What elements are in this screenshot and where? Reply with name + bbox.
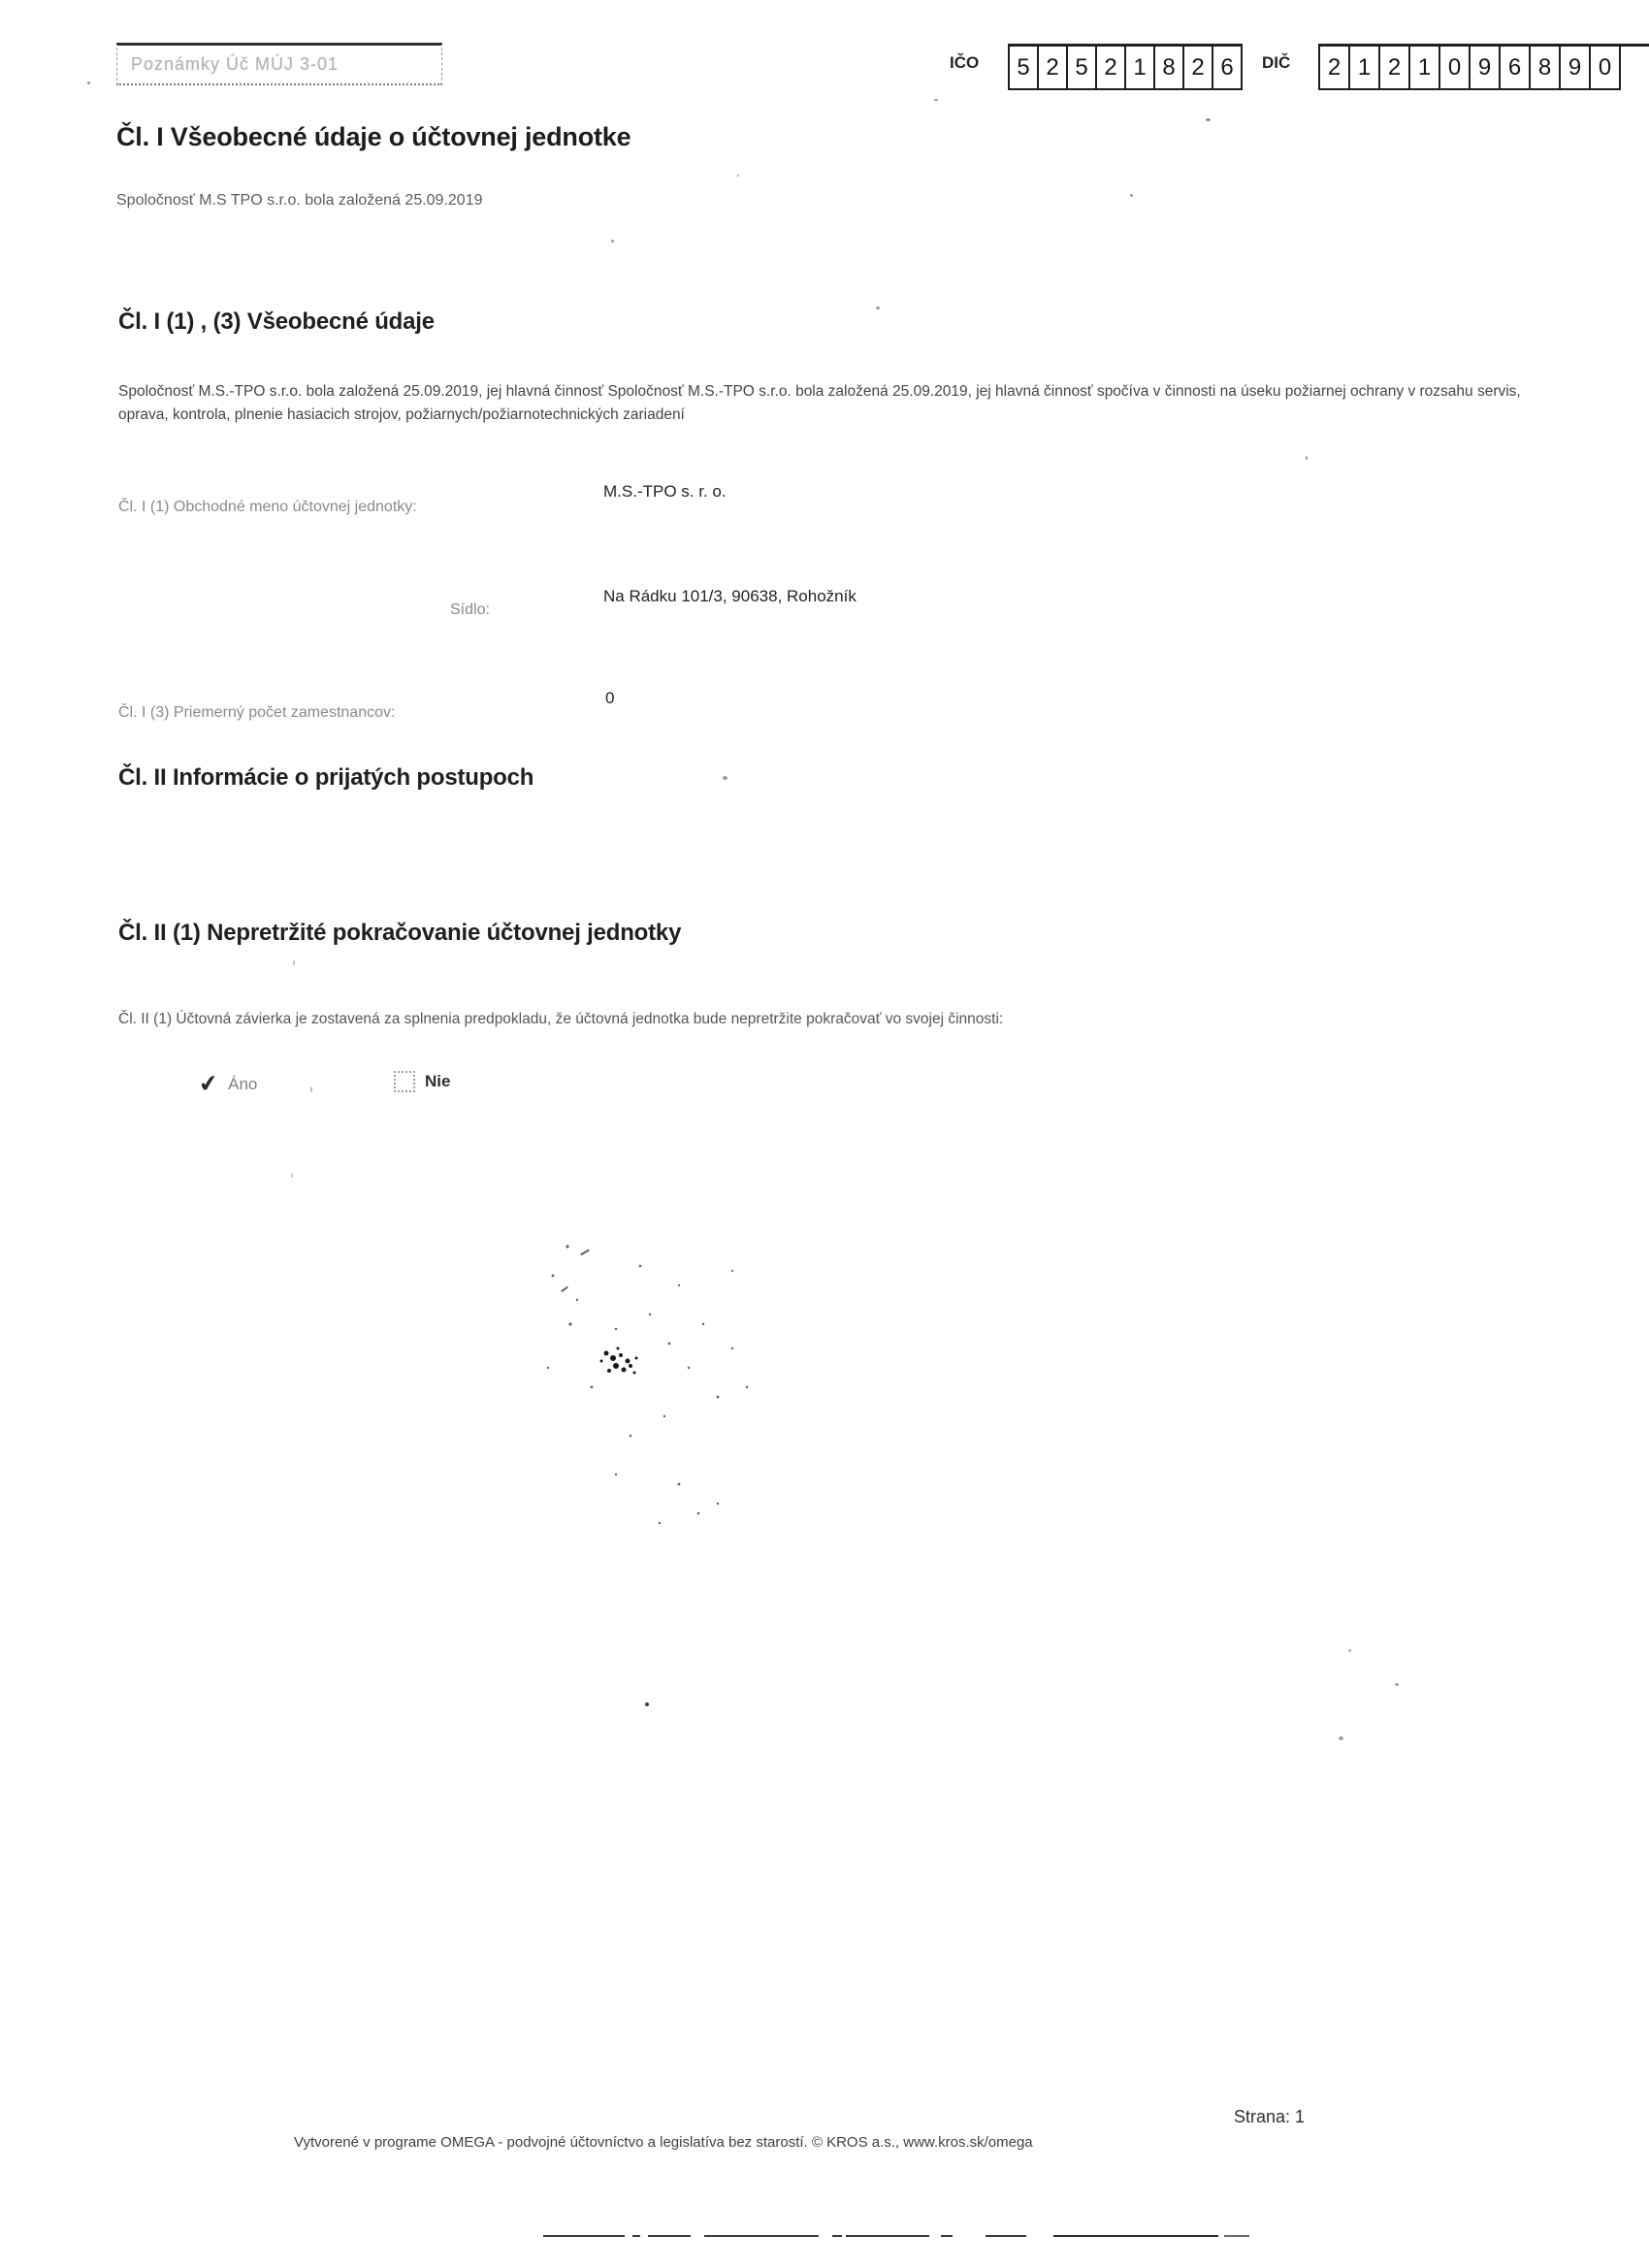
bottom-dash-segment [648,2235,691,2237]
checkbox-empty-icon [394,1071,415,1092]
article2-1-title: Čl. II (1) Nepretržité pokračovanie účtovnej jednotky [118,920,682,946]
speck [1206,118,1211,121]
dic-strip-border-extension [1619,44,1649,47]
footer-generator-note: Vytvorené v programe OMEGA - podvojné účtovníctvo a legislatíva bez starostí. © KROS a.s., www.kros.sk/omega [294,2134,1033,2151]
option-ano [197,1069,258,1099]
ico-digit-boxes [1008,44,1243,90]
dic-digit-cell: 6 [1501,47,1531,88]
bottom-dash-segment [1224,2235,1249,2237]
speck [291,1174,293,1178]
article1-general-body: Spoločnosť M.S.-TPO s.r.o. bola založená 25.09.2019, jej hlavná činnosť Spoločnosť M.S.-TPO s.r.o. bola založená 25.09.2019, jej hlavná činnosť spočíva v činnosti na úseku požiarnej ochrany v rozsahu servis, oprava, kontrola, plnenie hasiacich strojov, požiarnych/požiarnotechnických zariadení [118,383,1521,423]
speck [1395,1683,1399,1686]
article1-intro-text: Spoločnosť M.S TPO s.r.o. bola založená 25.09.2019 [116,192,483,209]
speck [934,99,938,101]
bottom-dash-segment [846,2235,929,2237]
dic-digit-cell: 2 [1380,47,1410,88]
speck [1306,456,1308,460]
speck [310,1086,312,1092]
article1-general-title: Čl. I (1) , (3) Všeobecné údaje [118,308,435,335]
ico-digit-cell: 6 [1220,53,1234,81]
option-ano-label: Áno [228,1075,258,1093]
dic-digit-boxes [1318,44,1621,90]
article2-title: Čl. II Informácie o prijatých postupoch [118,764,534,791]
form-code-label: Poznámky Úč MÚJ 3-01 [131,54,340,74]
speck [737,175,739,177]
ico-digit-cell: 8 [1155,47,1184,88]
page-number: Strana: 1 [1234,2107,1306,2126]
speck [645,1702,649,1706]
speck [723,776,728,780]
option-nie-label: Nie [425,1072,451,1090]
bottom-dash-segment [832,2235,842,2237]
speck [87,81,90,84]
bottom-dash-segment [632,2235,640,2237]
option-nie [394,1071,450,1092]
bottom-dash-segment [704,2235,819,2237]
dic-digit-cell: 9 [1561,47,1591,88]
seat-label: Sídlo: [450,601,490,618]
ico-digit-cell: 5 [1068,47,1097,88]
bottom-dash-segment [986,2235,1026,2237]
scan-smudge [524,1232,776,1562]
dic-digit-cell: 1 [1410,47,1440,88]
ico-digit-cell: 1 [1126,47,1155,88]
ico-label: IČO [950,53,980,72]
bottom-dash-segment [941,2235,953,2237]
form-code-box [116,43,442,85]
speck [1348,1649,1351,1652]
article2-1-body: Čl. II (1) Účtovná závierka je zostavená za splnenia predpokladu, že účtovná jednotka bude nepretržite pokračovať vo svojej činnosti: [118,1011,1004,1027]
business-name-label: Čl. I (1) Obchodné meno účtovnej jednotky: [118,499,417,515]
speck [876,307,880,309]
business-name-value: M.S.-TPO s. r. o. [603,482,727,501]
checkmark-icon: ✔ [197,1069,220,1099]
employees-label: Čl. I (3) Priemerný počet zamestnancov: [118,704,396,721]
seat-value: Na Rádku 101/3, 90638, Rohožník [603,587,857,605]
speck [1130,194,1133,197]
dic-digit-cell: 0 [1440,47,1471,88]
bottom-dash-segment [1053,2235,1218,2237]
dic-label: DIČ [1262,53,1291,72]
bottom-dash-segment [543,2235,625,2237]
dic-digit-cell: 2 [1320,47,1350,88]
speck [293,960,295,965]
article1-title: Čl. I Všeobecné údaje o účtovnej jednotke [116,122,631,151]
ico-digit-cell: 5 [1010,47,1039,88]
ico-digit-cell: 2 [1184,47,1213,88]
employees-value: 0 [605,689,615,707]
ico-digit-cell: 2 [1039,47,1068,88]
dic-digit-cell: 0 [1598,53,1612,81]
ico-digit-cell: 2 [1097,47,1126,88]
dic-digit-cell: 9 [1471,47,1501,88]
speck [611,240,614,243]
speck [1339,1736,1343,1740]
dic-digit-cell: 8 [1531,47,1561,88]
dic-digit-cell: 1 [1350,47,1380,88]
